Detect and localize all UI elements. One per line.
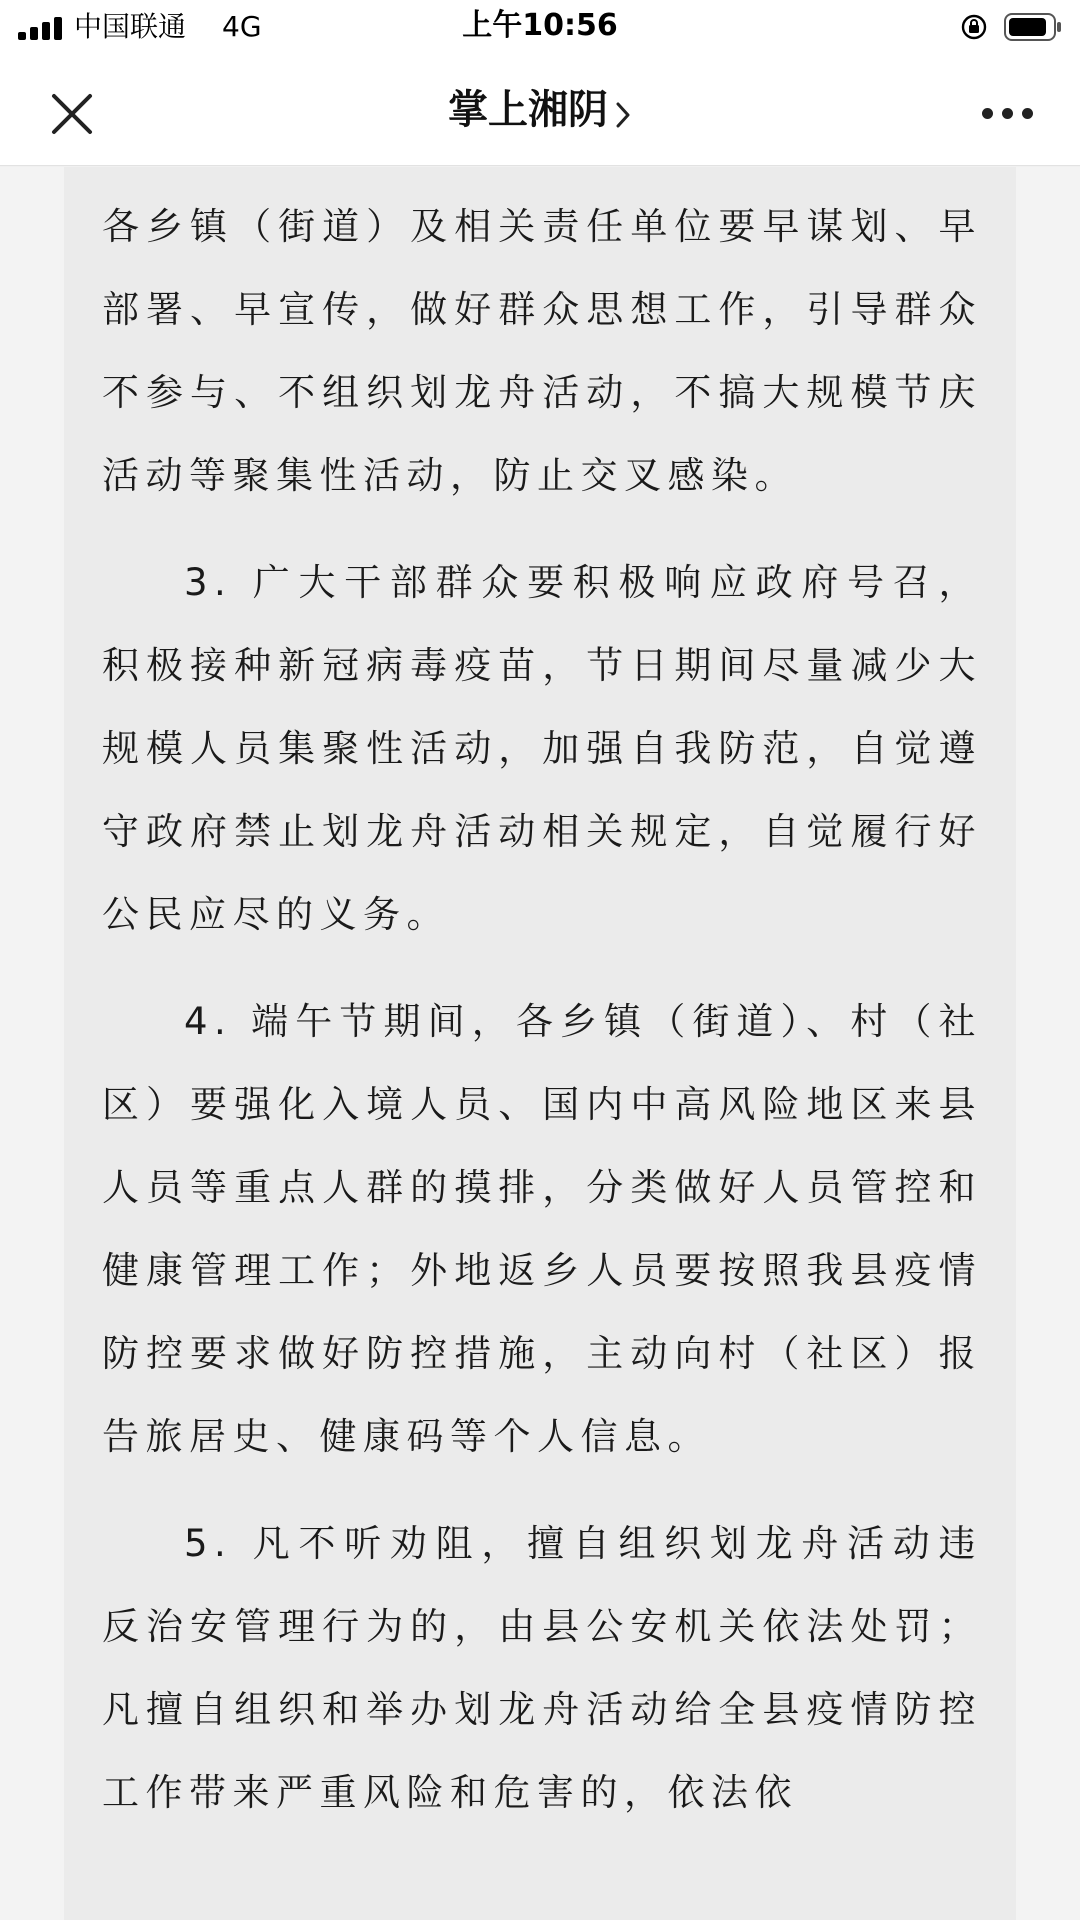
article-paragraph: 5. 凡不听劝阻，擅自组织划龙舟活动违反治安管理行为的，由县公安机关依法处罚；凡擅自组织和举办划龙舟活动给全县疫情防控工作带来严重风险和危害的，依法依 bbox=[102, 1522, 982, 1814]
page-title: 掌上湘阴 bbox=[448, 87, 608, 133]
article-content-area[interactable] bbox=[0, 167, 1080, 1920]
article-paragraph: 各乡镇（街道）及相关责任单位要早谋划、早部署、早宣传，做好群众思想工作，引导群众不参与、不组织划龙舟活动，不搞大规模节庆活动等聚集性活动，防止交叉感染。 bbox=[102, 205, 982, 497]
chevron-right-icon bbox=[614, 100, 632, 130]
navigation-bar bbox=[0, 54, 1080, 166]
article-paragraph: 3. 广大干部群众要积极响应政府号召，积极接种新冠病毒疫苗，节日期间尽量减少大规模人员集聚性活动，加强自我防范，自觉遵守政府禁止划龙舟活动相关规定，自觉履行好公民应尽的义务。 bbox=[102, 561, 982, 936]
more-options-icon[interactable] bbox=[980, 104, 1036, 124]
rotation-lock-icon bbox=[960, 13, 988, 41]
account-title-link[interactable] bbox=[0, 82, 1080, 138]
battery-icon bbox=[1004, 12, 1062, 42]
status-time: 上午10:56 bbox=[462, 8, 618, 43]
status-bar bbox=[0, 0, 1080, 54]
article-body bbox=[102, 185, 982, 1834]
carrier-name: 中国联通 bbox=[74, 10, 187, 43]
network-type: 4G bbox=[222, 10, 262, 43]
article-paragraph: 4. 端午节期间，各乡镇（街道）、村（社区）要强化入境人员、国内中高风险地区来县人员等重点人群的摸排，分类做好人员管控和健康管理工作；外地返乡人员要按照我县疫情防控要求做好防控措施，主动向村（社区）报告旅居史、健康码等个人信息。 bbox=[102, 1000, 982, 1458]
